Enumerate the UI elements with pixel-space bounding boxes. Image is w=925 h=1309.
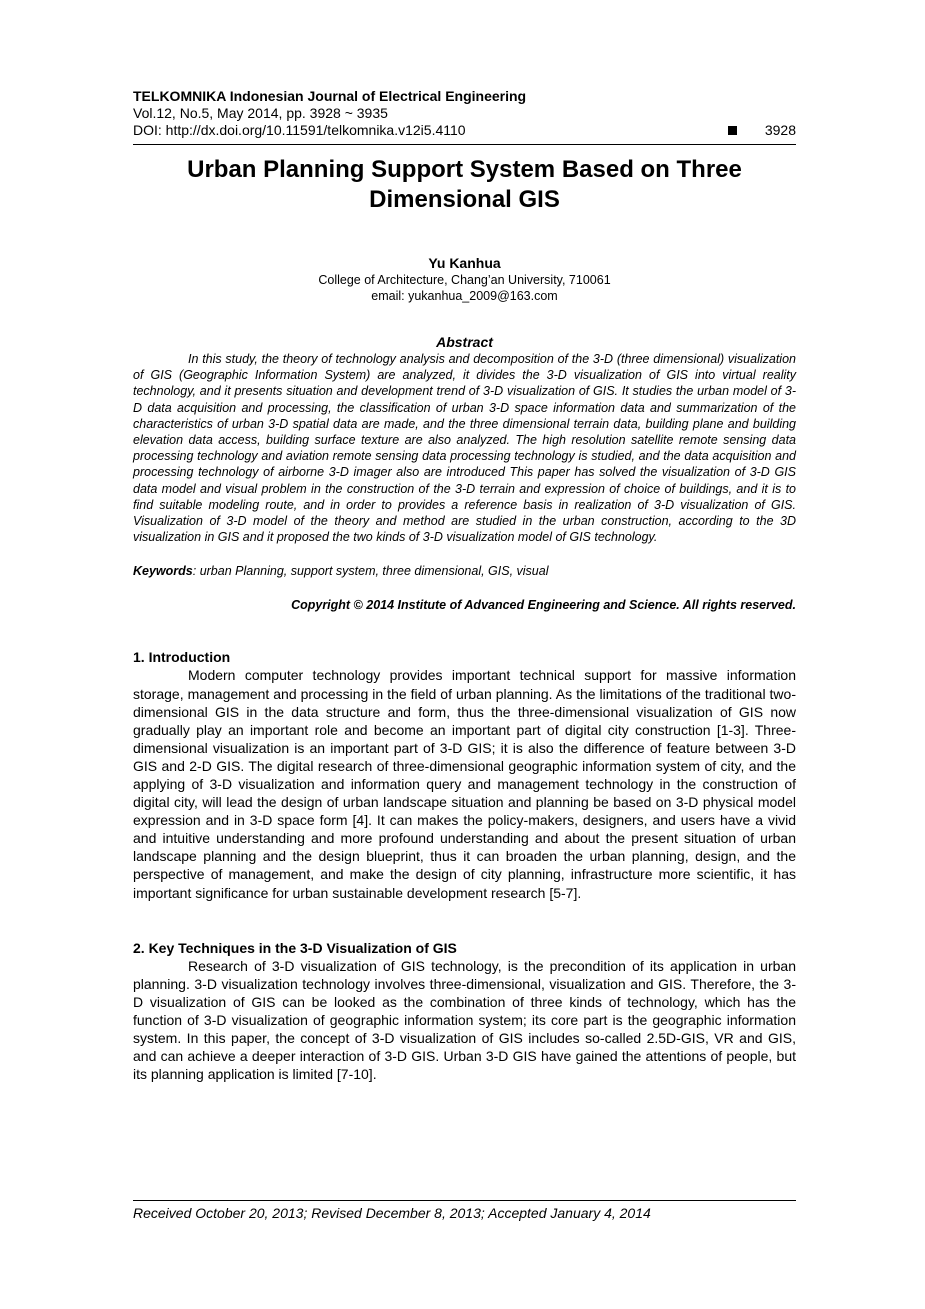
volume-info: Vol.12, No.5, May 2014, pp. 3928 ~ 3935 xyxy=(133,105,388,121)
header-rule xyxy=(133,144,796,145)
abstract-text: In this study, the theory of technology analysis and decomposition of the 3-D (three dimensional) visualization of GIS (Geographic Information System) are analyzed, it divides the 3-D visualization of GIS into virtual reality technology, and it presents situation and development trend of 3-D visualization of GIS. It studies the urban model of 3-D data acquisition and processing, the classification of urban 3-D space information data and summarization of the characteristics of urban 3-D spatial data are made, and the three dimensional terrain data, building plane and building elevation data access, building surface texture are also analyzed. The high resolution satellite remote sensing data processing technology and aviation remote sensing data processing technology is studied, and the data acquisition and processing technology of airborne 3-D imager also are introduced This paper has solved the visualization of 3-D GIS data model and visual problem in the construction of the 3-D terrain and expression of choice of buildings, and it is to find suitable modeling route, and in order to provides a reference basis in realization of 3-D visualization of GIS. Visualization of 3-D model of the theory and method are studied in the urban construction, according to the 3D visualization in GIS and it proposed the two kinds of 3-D visualization model of GIS technology. xyxy=(133,352,796,545)
section-heading-key-techniques: 2. Key Techniques in the 3-D Visualization of GIS xyxy=(133,939,457,956)
section-body-introduction: Modern computer technology provides important technical support for massive information storage, management and processing in the field of urban planning. As the limitations of the traditional two-dimensional GIS in the data structure and form, thus the three-dimensional visualization of GIS now gradually play an important role and become an important part of digital city construction [1-3]. Three-dimensional visualization is an important part of 3-D GIS; it is also the difference of feature between 3-D GIS and 2-D GIS. The digital research of three-dimensional geographic information system of city, and the applying of 3-D visualization and information query and management technology in the construction of digital city, will lead the design of urban landscape situation and planning be based on 3-D physical model expression and in 3-D space form [4]. It can makes the policy-makers, designers, and users have a vivid and intuitive understanding and more profound understanding and about the present situation of urban landscape planning and the design blueprint, thus it can broaden the urban planning, design, and the perspective of management, and make the design of city planning, infrastructure more scientific, it has important significance for urban sustainable development research [5-7]. xyxy=(133,667,796,901)
square-bullet-icon xyxy=(728,126,737,135)
journal-name: TELKOMNIKA Indonesian Journal of Electrical Engineering xyxy=(133,88,527,104)
keywords xyxy=(133,563,796,579)
copyright-notice: Copyright © 2014 Institute of Advanced Engineering and Science. All rights reserved. xyxy=(291,598,796,613)
keywords-label: Keywords xyxy=(133,564,193,579)
doi-row xyxy=(133,122,796,139)
author-name: Yu Kanhua xyxy=(428,255,501,271)
doi-link[interactable]: DOI: http://dx.doi.org/10.11591/telkomnika.v12i5.4110 xyxy=(133,122,466,138)
section-heading-introduction: 1. Introduction xyxy=(133,649,231,666)
received-dates: Received October 20, 2013; Revised December 8, 2013; Accepted January 4, 2014 xyxy=(133,1205,651,1221)
section-body-key-techniques: Research of 3-D visualization of GIS technology, is the precondition of its application in urban planning. 3-D visualization technology involves three-dimensional, visualization and GIS. Therefore, the 3-D visualization of GIS can be looked as the combination of three kinds of technology, which has the function of 3-D visualization of geographic information system; its core part is the geographic information system. In this paper, the concept of 3-D visualization of GIS includes so-called 2.5D-GIS, VR and GIS, and can achieve a deeper interaction of 3-D GIS. Urban 3-D GIS have gained the attentions of people, but its planning application is limited [7-10]. xyxy=(133,957,796,1083)
author-affiliation: College of Architecture, Chang’an University, 710061 xyxy=(318,273,611,287)
keywords-text: : urban Planning, support system, three dimensional, GIS, visual xyxy=(192,564,549,579)
page-number-group xyxy=(728,122,796,139)
abstract-heading: Abstract xyxy=(436,334,493,350)
paper-title: Urban Planning Support System Based on Three Dimensional GIS xyxy=(187,156,742,213)
footer-rule xyxy=(133,1200,796,1201)
author-email[interactable]: email: yukanhua_2009@163.com xyxy=(371,289,558,303)
page-number: 3928 xyxy=(764,122,796,138)
paper-page xyxy=(133,88,796,1083)
